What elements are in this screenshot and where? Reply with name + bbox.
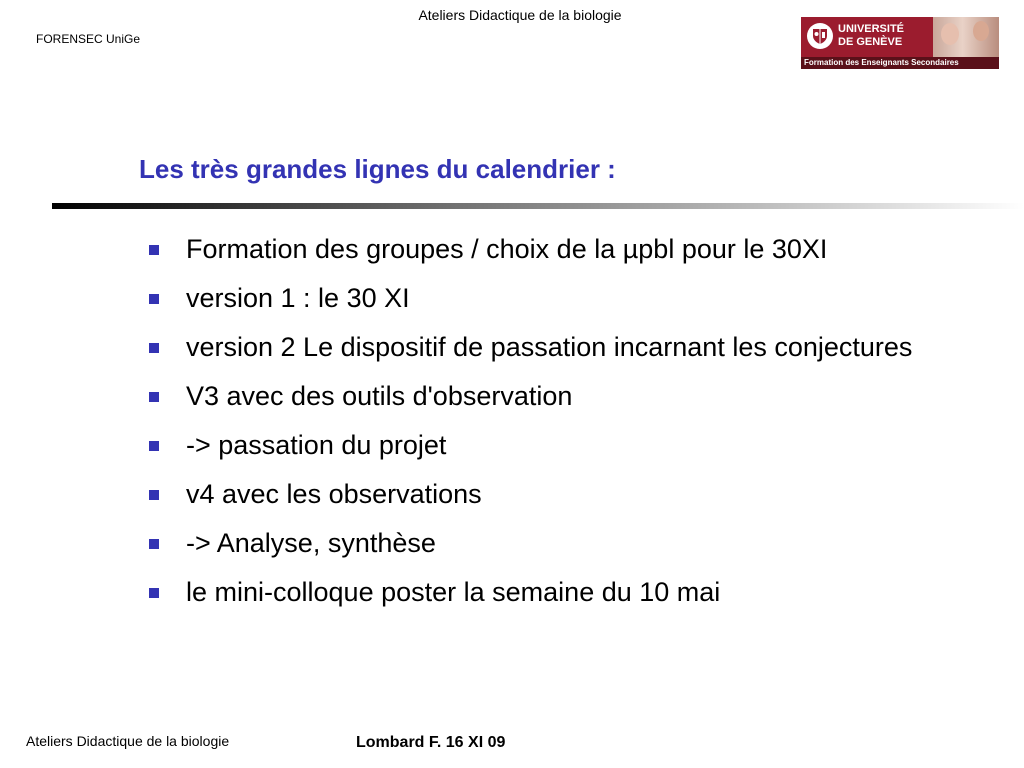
slide-title: Les très grandes lignes du calendrier : (139, 154, 616, 184)
bullet-text: V3 avec des outils d'observation (186, 381, 573, 411)
bullet-square-icon (149, 539, 159, 549)
logo-subtitle: Formation des Enseignants Secondaires (801, 57, 999, 69)
bullet-square-icon (149, 490, 159, 500)
bullet-list (0, 230, 1024, 622)
footer-left-label: Ateliers Didactique de la biologie (26, 733, 230, 749)
logo-line-2: DE GENÈVE (838, 36, 903, 48)
bullet-text: -> Analyse, synthèse (186, 528, 436, 558)
logo-photo-face (973, 21, 989, 41)
title-divider (52, 203, 1024, 209)
bullet-item (0, 230, 1024, 269)
header-title: Ateliers Didactique de la biologie (418, 7, 622, 23)
bullet-square-icon (149, 392, 159, 402)
bullet-square-icon (149, 343, 159, 353)
bullet-item (0, 328, 1024, 367)
bullet-square-icon (149, 245, 159, 255)
bullet-item (0, 475, 1024, 514)
logo-photo-face (941, 23, 959, 45)
logo-wordmark (838, 23, 904, 49)
bullet-text: le mini-colloque poster la semaine du 10 mai (186, 577, 721, 607)
logo-photo (933, 17, 999, 57)
bullet-text: version 1 : le 30 XI (186, 283, 410, 313)
bullet-text: version 2 Le dispositif de passation incarnant les conjectures (186, 332, 913, 362)
bullet-square-icon (149, 441, 159, 451)
footer-author-date: Lombard F. 16 XI 09 (356, 734, 506, 751)
bullet-item (0, 279, 1024, 318)
bullet-text: Formation des groupes / choix de la µpbl pour le 30XI (186, 234, 828, 264)
university-logo (801, 17, 999, 69)
bullet-square-icon (149, 294, 159, 304)
bullet-item (0, 377, 1024, 416)
logo-line-1: UNIVERSITÉ (838, 23, 905, 35)
bullet-square-icon (149, 588, 159, 598)
bullet-text: -> passation du projet (186, 430, 447, 460)
crest-icon (807, 23, 833, 49)
bullet-item (0, 524, 1024, 563)
header-left-label: FORENSEC UniGe (36, 32, 141, 46)
bullet-item (0, 426, 1024, 465)
bullet-item (0, 573, 1024, 612)
bullet-text: v4 avec les observations (186, 479, 482, 509)
